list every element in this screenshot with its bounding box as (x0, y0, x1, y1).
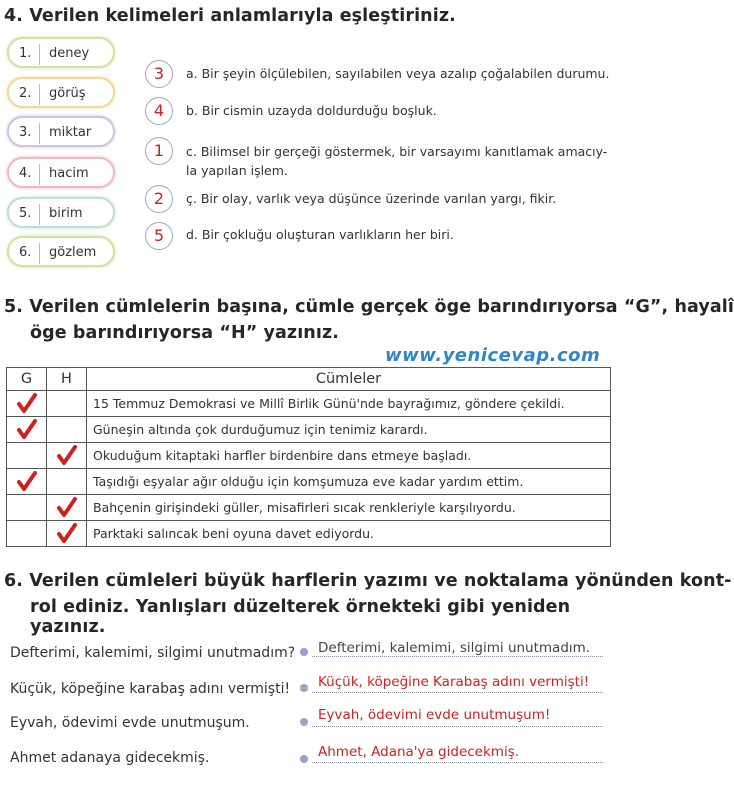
h-cell[interactable] (47, 443, 87, 469)
check-icon (16, 471, 38, 493)
definition-text: b. Bir cismin uzayda doldurduğu boşluk. (186, 103, 437, 118)
answer-circle[interactable]: 4 (145, 97, 173, 125)
answer-circle[interactable]: 1 (145, 137, 173, 165)
sentence-cell: Parktaki salıncak beni oyuna davet ediyordu. (87, 521, 611, 547)
q6-title-cont: rol ediniz. Yanlışları düzelterek örnekteki gibi yeniden yazınız. (30, 597, 571, 637)
g-cell[interactable] (7, 469, 47, 495)
given-sentence: Defterimi, kalemimi, silgimi unutmadım? (10, 645, 296, 661)
answer-circle[interactable]: 5 (145, 222, 173, 250)
q5-title: 5. Verilen cümlelerin başına, cümle gerçek öge barındırıyorsa “G”, hayalî (4, 297, 734, 317)
check-icon (56, 497, 78, 519)
word-item (7, 197, 115, 228)
header-g: G (7, 368, 47, 391)
answer-text[interactable]: Ahmet, Adana'ya gidecekmiş. (318, 744, 520, 760)
answer-line (312, 656, 603, 657)
sentence-cell: Taşıdığı eşyalar ağır olduğu için komşumuza eve kadar yardım ettim. (87, 469, 611, 495)
divider (39, 243, 40, 264)
word-number: 1. (19, 46, 32, 61)
table-row (7, 391, 611, 417)
word-number: 2. (19, 86, 32, 101)
answer-circle[interactable]: 3 (145, 60, 173, 88)
answer-text[interactable]: Eyvah, ödevimi evde unutmuşum! (318, 707, 551, 723)
watermark: www.yenicevap.com (385, 345, 601, 366)
word-number: 3. (19, 125, 32, 140)
table-row (7, 469, 611, 495)
divider (39, 44, 40, 65)
definition-text: c. Bilimsel bir gerçeği göstermek, bir varsayımı kanıtlamak amacıy- (186, 144, 608, 159)
q6-title: 6. Verilen cümleleri büyük harflerin yazımı ve noktalama yönünden kont- (4, 571, 732, 591)
check-icon (56, 523, 78, 545)
definition-text: ç. Bir olay, varlık veya düşünce üzerinde varılan yargı, fikir. (186, 191, 557, 206)
table-row (7, 443, 611, 469)
word-text: birim (49, 206, 83, 221)
g-cell[interactable] (7, 391, 47, 417)
sentence-cell: 15 Temmuz Demokrasi ve Millî Birlik Günü'nde bayrağımız, göndere çekildi. (87, 391, 611, 417)
word-item (7, 236, 115, 267)
sentence-table (6, 367, 611, 547)
check-icon (16, 419, 38, 441)
divider (39, 84, 40, 105)
h-cell[interactable] (47, 495, 87, 521)
bullet-dot (300, 648, 308, 656)
definition-text: a. Bir şeyin ölçülebilen, sayılabilen veya azalıp çoğalabilen durumu. (186, 66, 610, 81)
definition-text: d. Bir çokluğu oluşturan varlıkların her biri. (186, 227, 454, 242)
word-text: hacim (49, 166, 89, 181)
q5-title-cont: öge barındırıyorsa “H” yazınız. (30, 323, 339, 343)
g-cell[interactable] (7, 521, 47, 547)
check-icon (56, 445, 78, 467)
word-text: deney (49, 46, 90, 61)
bullet-dot (300, 684, 308, 692)
word-item (7, 77, 115, 108)
given-sentence: Küçük, köpeğine karabaş adını vermişti! (10, 681, 291, 697)
header-h: H (47, 368, 87, 391)
g-cell[interactable] (7, 495, 47, 521)
h-cell[interactable] (47, 391, 87, 417)
bullet-dot (300, 718, 308, 726)
g-cell[interactable] (7, 417, 47, 443)
given-sentence: Ahmet adanaya gidecekmiş. (10, 750, 210, 766)
word-number: 6. (19, 245, 32, 260)
h-cell[interactable] (47, 521, 87, 547)
divider (39, 123, 40, 144)
answer-text[interactable]: Küçük, köpeğine Karabaş adını vermişti! (318, 674, 590, 690)
word-text: görüş (49, 86, 86, 101)
given-sentence: Eyvah, ödevimi evde unutmuşum. (10, 715, 250, 731)
sentence-cell: Bahçenin girişindeki güller, misafirleri sıcak renkleriyle karşılıyordu. (87, 495, 611, 521)
definition-text-cont: la yapılan işlem. (186, 163, 288, 178)
table-row (7, 417, 611, 443)
header-sentences: Cümleler (87, 368, 611, 391)
q4-title: 4. Verilen kelimeleri anlamlarıyla eşleştiriniz. (4, 6, 456, 26)
answer-text[interactable]: Defterimi, kalemimi, silgimi unutmadım. (318, 640, 591, 656)
answer-line (312, 762, 603, 763)
answer-line (312, 692, 603, 693)
word-item (7, 116, 115, 147)
g-cell[interactable] (7, 443, 47, 469)
divider (39, 204, 40, 225)
word-item (7, 37, 115, 68)
word-item (7, 157, 115, 188)
word-number: 5. (19, 206, 32, 221)
divider (39, 164, 40, 185)
bullet-dot (300, 755, 308, 763)
word-text: gözlem (49, 245, 97, 260)
answer-circle[interactable]: 2 (145, 185, 173, 213)
table-row (7, 495, 611, 521)
check-icon (16, 393, 38, 415)
h-cell[interactable] (47, 417, 87, 443)
word-number: 4. (19, 166, 32, 181)
sentence-cell: Okuduğum kitaptaki harfler birdenbire dans etmeye başladı. (87, 443, 611, 469)
table-header-row (7, 368, 611, 391)
table-row (7, 521, 611, 547)
word-text: miktar (49, 125, 92, 140)
h-cell[interactable] (47, 469, 87, 495)
sentence-cell: Güneşin altında çok durduğumuz için tenimiz karardı. (87, 417, 611, 443)
answer-line (312, 726, 603, 727)
